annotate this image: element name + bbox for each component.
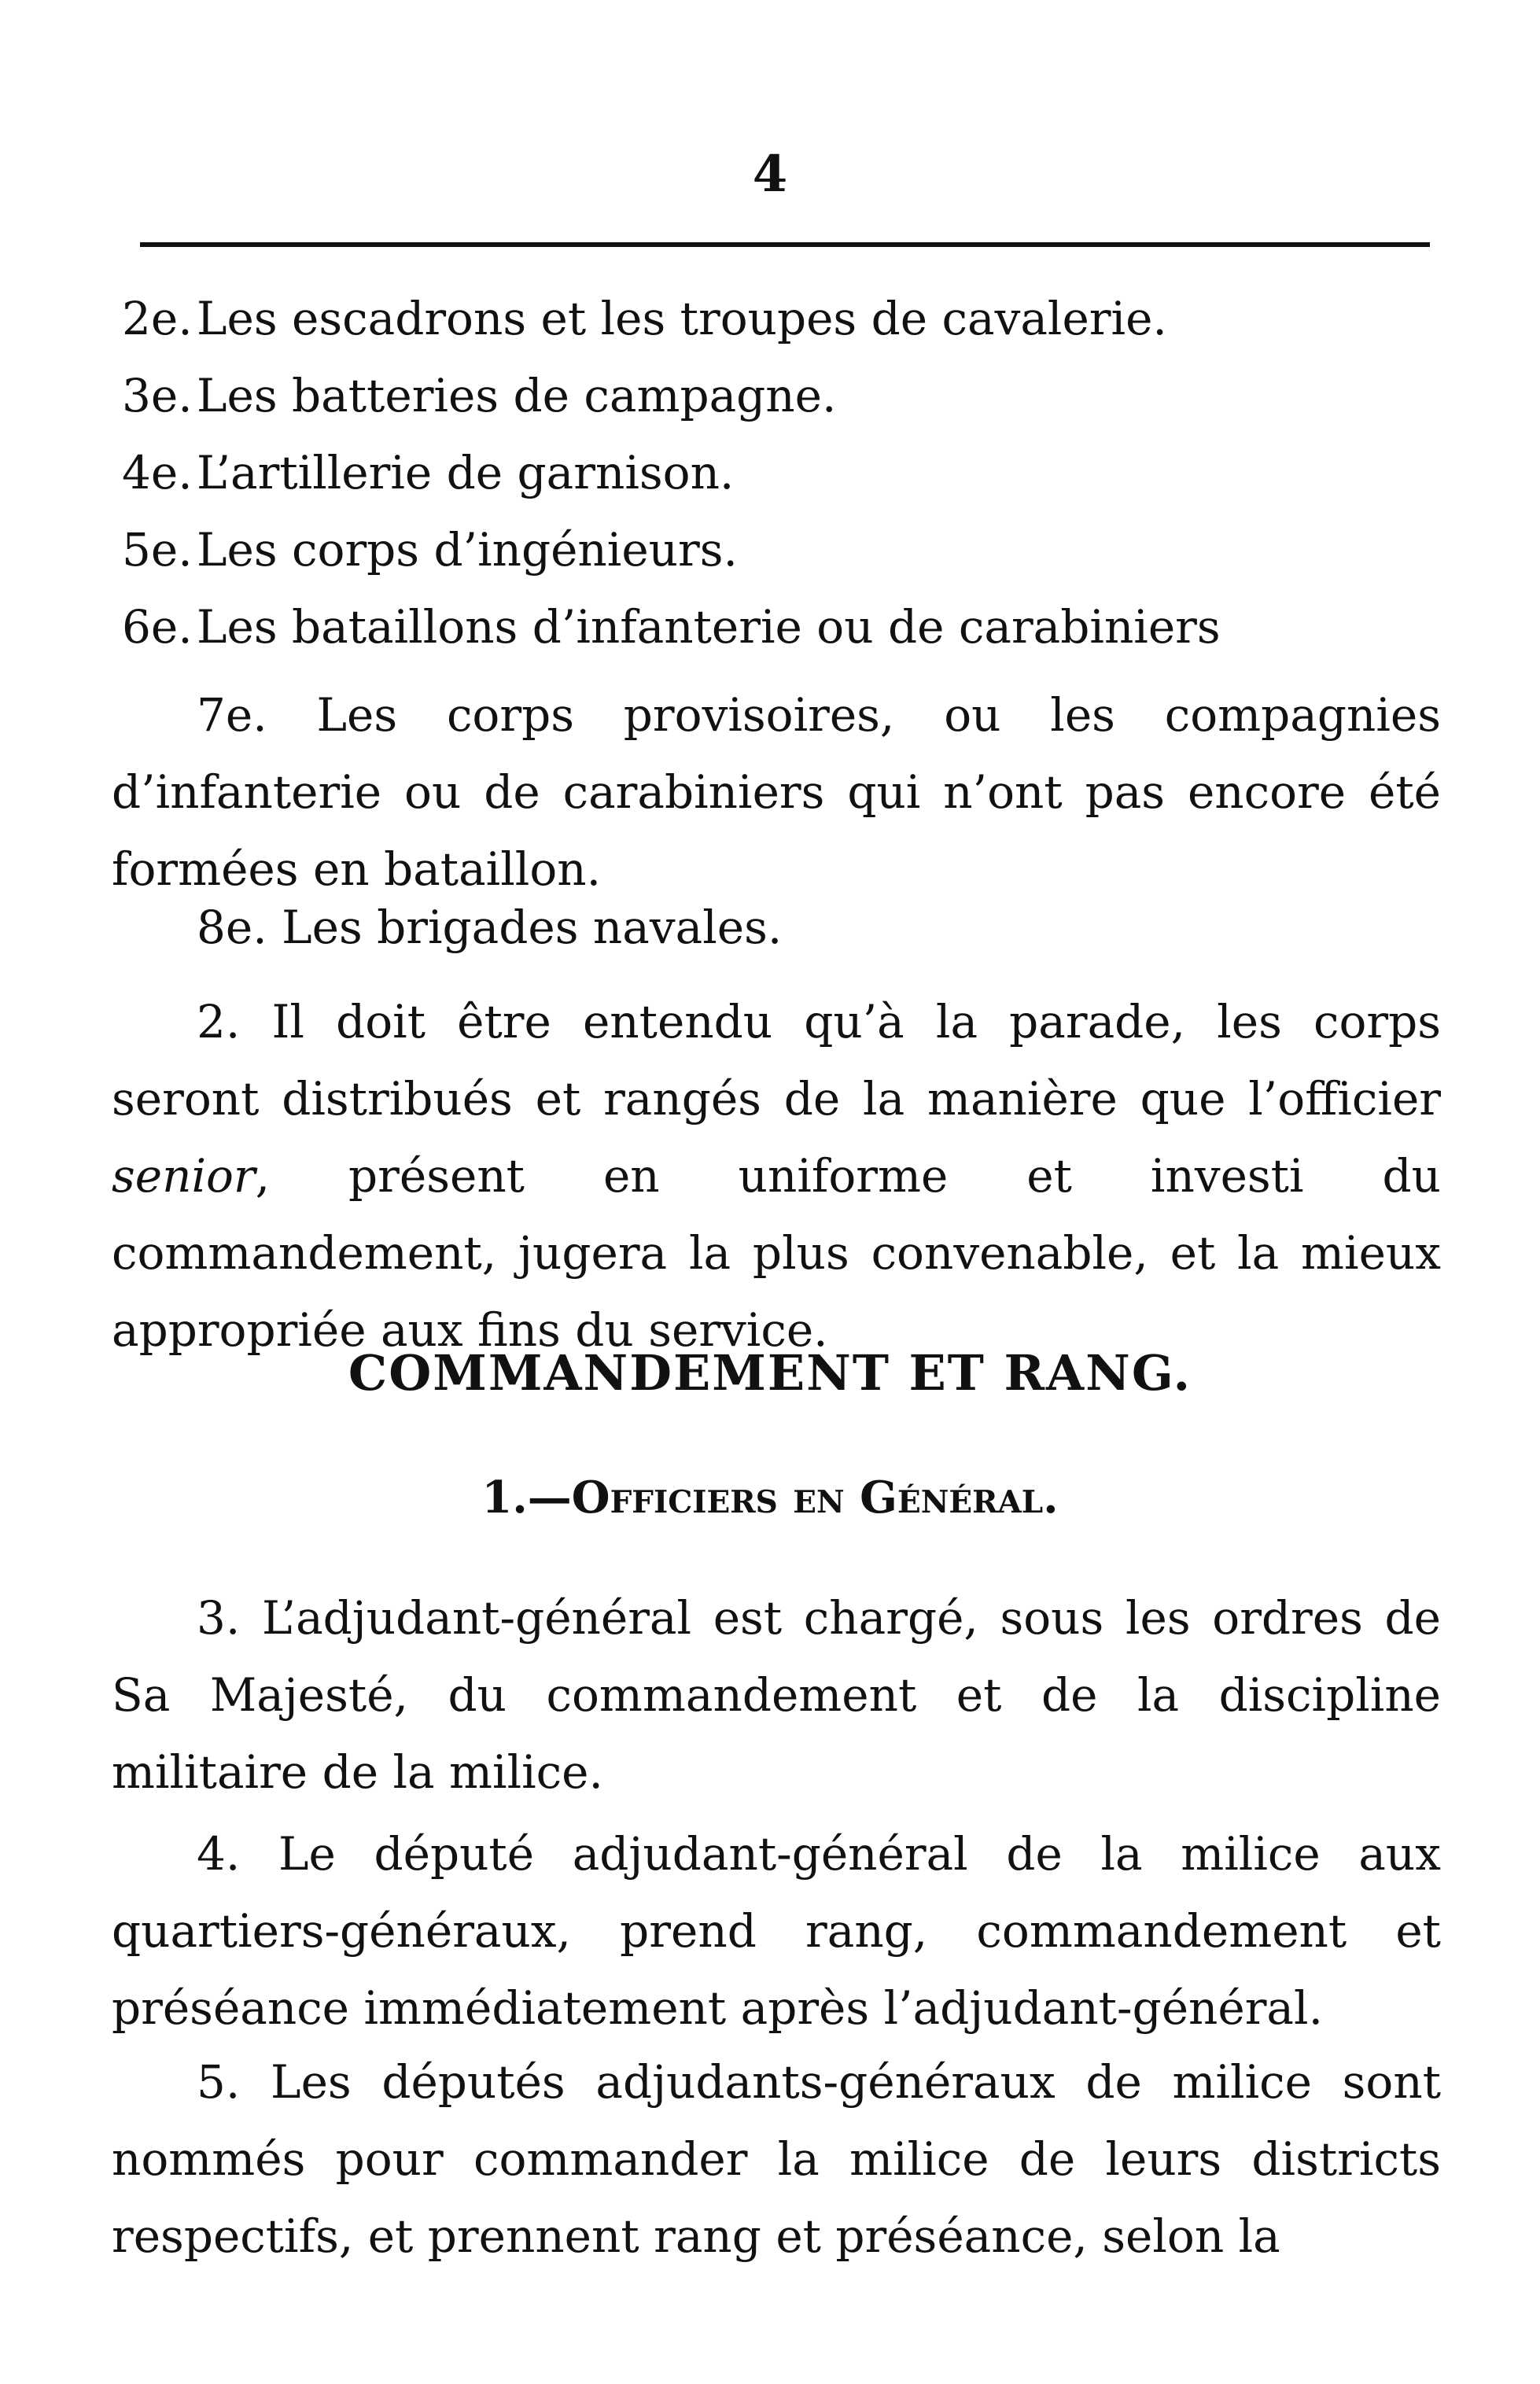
list-item-number: 8e. (197, 901, 267, 954)
list-item-number: 5e. (122, 523, 193, 577)
paragraph-2 (112, 983, 1441, 1369)
list-item-number: 6e. (122, 600, 193, 654)
list-item (122, 588, 1455, 665)
paragraph-number: 5. (197, 2055, 241, 2109)
paragraph-number: 2. (197, 995, 241, 1048)
list-item-text: Les bataillons d’infanterie ou de carabiniers (197, 600, 1221, 654)
paragraph-text-continued: , présent en uniforme et investi du commandement, jugera la plus convenable, et la mieux appropriée aux fins du service. (112, 1149, 1441, 1357)
list-item (122, 511, 1455, 588)
list-item-number: 3e. (122, 369, 193, 422)
list-item-text: Les corps provisoires, ou les compagnies d’infanterie ou de carabiniers qui n’ont pas encore été formées en bataillon. (112, 688, 1442, 896)
list-item-7 (112, 676, 1441, 908)
list-item-text: L’artillerie de garnison. (197, 446, 735, 499)
paragraph-number: 4. (197, 1827, 241, 1881)
paragraph-number: 3. (197, 1591, 241, 1645)
list-item-text: Les escadrons et les troupes de cavalerie. (197, 292, 1167, 345)
paragraph-3 (112, 1579, 1441, 1811)
list-item-number: 2e. (122, 292, 193, 345)
sub-heading: 1.—Officiers en Général. (481, 1472, 1059, 1524)
list-item-text: Les batteries de campagne. (197, 369, 837, 422)
section-heading: COMMANDEMENT ET RANG. (348, 1344, 1192, 1402)
list-item-text: Les brigades navales. (282, 901, 783, 954)
list-item-number: 4e. (122, 446, 193, 499)
paragraph-text: Il doit être entendu qu’à la parade, les corps seront distribués et rangés de la manière que l’officier (112, 995, 1442, 1126)
header-rule (140, 242, 1430, 247)
paragraph-text: Le député adjudant-général de la milice aux quartiers-généraux, prend rang, commandement et préséance immédiatement après l’adjudant-général. (112, 1827, 1442, 2035)
page-number: 4 (752, 145, 788, 204)
list-item-text: Les corps d’ingénieurs. (197, 523, 738, 577)
paragraph-4 (112, 1815, 1441, 2047)
list-item-number: 7e. (197, 688, 267, 742)
paragraph-text: L’adjudant-général est chargé, sous les ordres de Sa Majesté, du commandement et de la discipline militaire de la milice. (112, 1591, 1441, 1799)
list-item (122, 434, 1455, 511)
italic-term: senior (112, 1149, 256, 1203)
list-item-8 (112, 889, 1441, 966)
list-item (122, 357, 1455, 434)
list-item (122, 280, 1455, 357)
paragraph-5 (112, 2043, 1441, 2275)
paragraph-text: Les députés adjudants-généraux de milice sont nommés pour commander la milice de leurs districts respectifs, et prennent rang et préséance, selon la (112, 2055, 1441, 2263)
